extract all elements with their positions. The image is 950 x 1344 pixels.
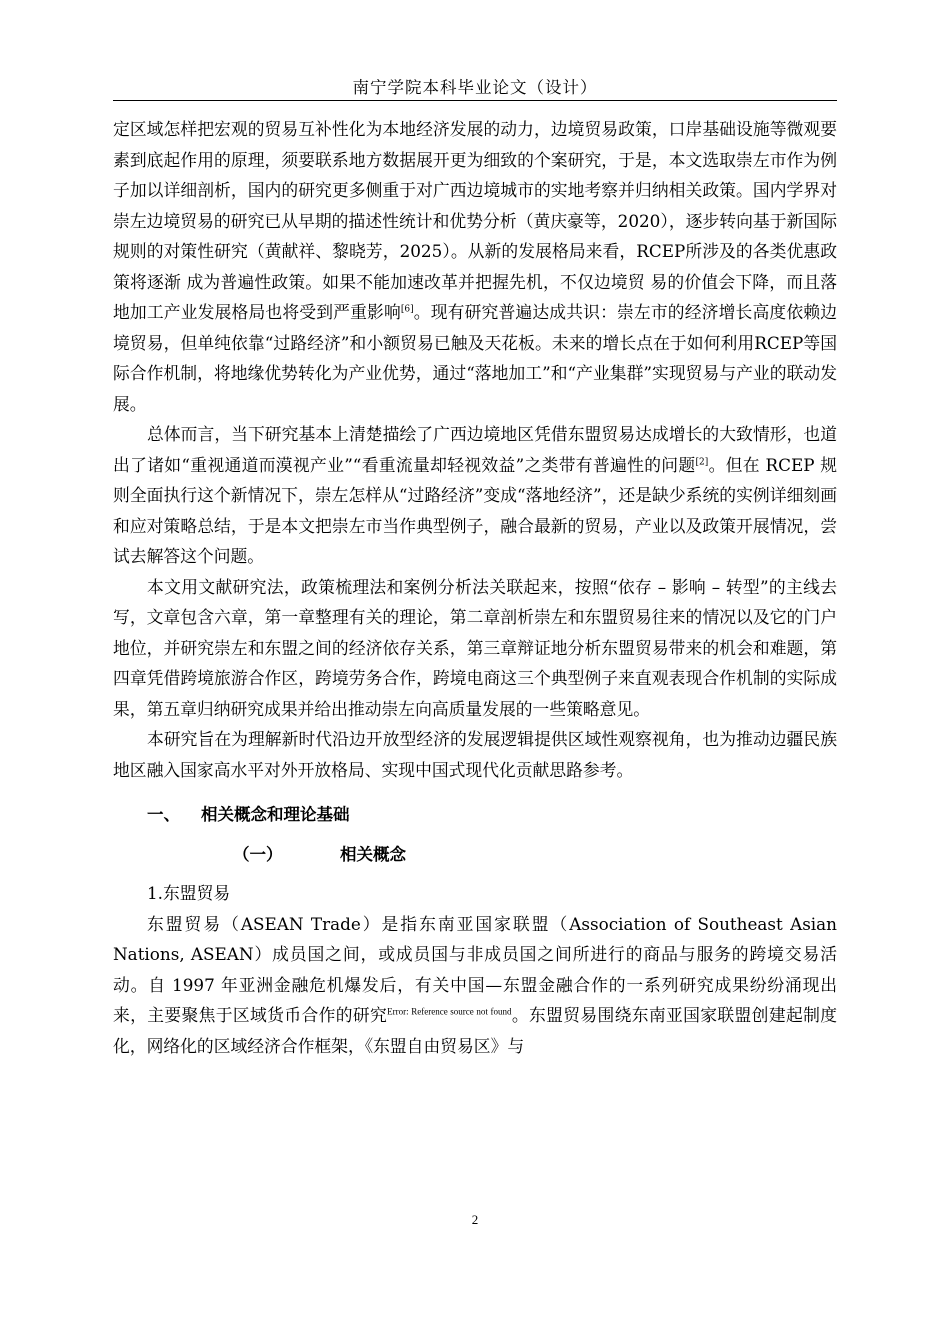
paragraph-text: 定区域怎样把宏观的贸易互补性化为本地经济发展的动力，边境贸易政策，口岸基础设施等微观要素到底起作用的原理，须要联系地方数据展开更为细致的个案研究，于是，本文选取崇左市作为例子加以详细剖析，国内的研究更多侧重于对广西边境城市的实地考察并归纳相关政策。国内学界对崇左边境贸易的研究已从早期的描述性统计和优势分析（黄庆豪等，2020），逐步转向基于新国际规则的对策性研究（黄献祥、黎晓芳，2025）。从新的发展格局来看，RCEP所涉及的各类优惠政策将逐渐 成为普遍性政策。如果不能加速改革并把握先机，不仅边境贸 易的价值会下降，而且落地加工产业发展格局也将受到严重影响 xyxy=(113,119,837,322)
subsection-title: 相关概念 xyxy=(340,845,406,864)
paragraph: 本研究旨在为理解新时代沿边开放型经济的发展逻辑提供区域性观察视角，也为推动边疆民族地区融入国家高水平对外开放格局、实现中国式现代化贡献思路参考。 xyxy=(113,729,837,780)
subsection-heading xyxy=(113,840,837,874)
page-header: 南宁学院本科毕业论文（设计） xyxy=(352,78,598,97)
paragraph xyxy=(113,909,837,1062)
paragraph xyxy=(113,419,837,572)
paragraph-text: 总体而言，当下研究基本上清楚描绘了广西边境地区凭借东盟贸易达成增长的大致情形，也道出了诸如“重视通道而漠视产业”“看重流量却轻视效益”之类带有普遍性的问题 xyxy=(113,424,837,475)
paragraph-text: 。东盟贸易围绕东南亚国家联盟创建起制度化，网络化的区域经济合作框架，《东盟自由贸易区》与 xyxy=(113,1005,837,1056)
citation-ref: [2] xyxy=(695,456,709,467)
subsection-number: （一） xyxy=(233,845,283,864)
section-number: 一、 xyxy=(147,805,180,824)
paragraph-text: 。现有研究普遍达成共识：崇左市的经济增长高度依赖边境贸易，但单纯依靠“过路经济”和小额贸易已触及天花板。未来的增长点在于如何利用RCEP等国际合作机制，将地缘优势转化为产业优势，通过“落地加工”和“产业集群”实现贸易与产业的联动发展。 xyxy=(113,302,837,414)
section-title: 相关概念和理论基础 xyxy=(201,805,350,824)
section-heading xyxy=(113,800,837,830)
subsubsection-heading: 1.东盟贸易 xyxy=(147,883,231,903)
body-text xyxy=(113,114,837,1061)
broken-reference: Error: Reference source not found xyxy=(387,1006,512,1017)
header-divider xyxy=(113,100,837,101)
paragraph: 本文用文献研究法，政策梳理法和案例分析法关联起来，按照“依存 – 影响 – 转型”的主线去写，文章包含六章，第一章整理有关的理论，第二章剖析崇左和东盟贸易往来的情况以及它的门户地位，并研究崇左和东盟之间的经济依存关系，第三章辩证地分析东盟贸易带来的机会和难题，第四章凭借跨境旅游合作区，跨境劳务合作，跨境电商这三个典型例子来直观表现合作机制的实际成果，第五章归纳研究成果并给出推动崇左向高质量发展的一些策略意见。 xyxy=(113,576,837,719)
citation-ref: [6] xyxy=(400,304,414,315)
paragraph-text: 东盟贸易（ASEAN Trade）是指东南亚国家联盟（Association of Southeast Asian Nations, ASEAN）成员国之间，或成员国与非成员国之间所进行的商品与服务的跨境交易活动。自 1997 年亚洲金融危机爆发后，有关中国—东盟金融合作的一系列研究成果纷纷涌现出来，主要聚焦于区域货币合作的研究 xyxy=(113,913,837,1025)
paragraph-text: 。但在 RCEP 规则全面执行这个新情况下，崇左怎样从“过路经济”变成“落地经济”，还是缺少系统的实例详细刻画和应对策略总结，于是本文把崇左市当作典型例子，融合最新的贸易，产业以及政策开展情况，尝试去解答这个问题。 xyxy=(113,454,837,566)
page-number: 2 xyxy=(471,1212,479,1227)
paragraph xyxy=(113,114,837,419)
